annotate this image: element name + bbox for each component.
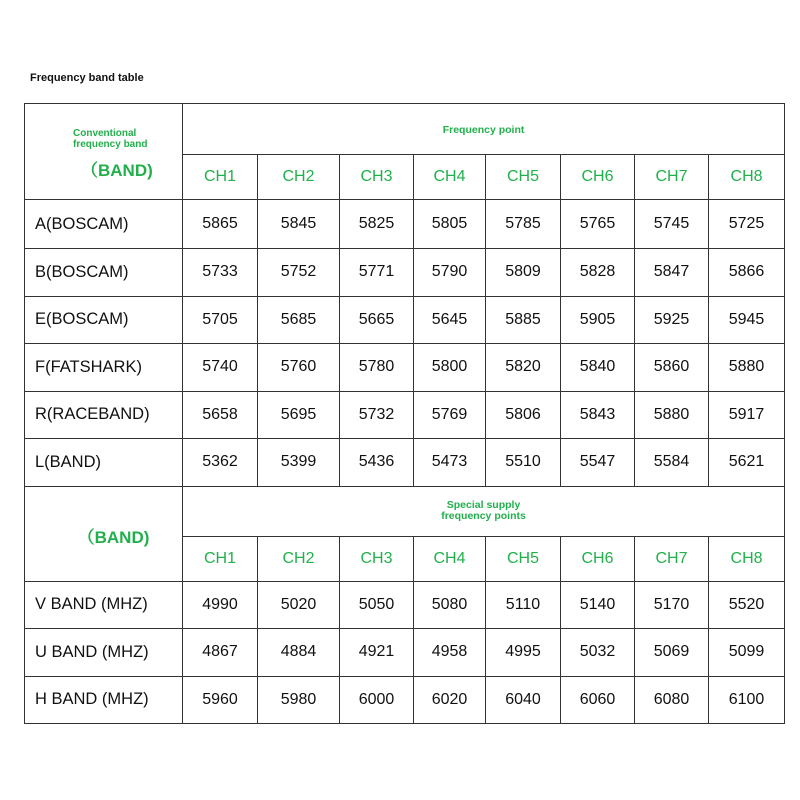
frequency-cell: 6000 xyxy=(340,676,414,724)
frequency-cell: 5732 xyxy=(340,391,414,439)
band-name-cell: V BAND (MHZ) xyxy=(25,581,183,629)
frequency-cell: 5695 xyxy=(258,391,340,439)
frequency-cell: 6060 xyxy=(561,676,635,724)
frequency-cell: 5740 xyxy=(183,344,258,392)
frequency-cell: 6040 xyxy=(486,676,561,724)
frequency-cell: 5099 xyxy=(709,629,785,677)
conventional-band-corner xyxy=(25,104,183,200)
frequency-cell: 5806 xyxy=(486,391,561,439)
frequency-cell: 5880 xyxy=(635,391,709,439)
frequency-cell: 6100 xyxy=(709,676,785,724)
frequency-cell: 5805 xyxy=(414,200,486,249)
frequency-cell: 5685 xyxy=(258,296,340,344)
special-channel-header-4: CH4 xyxy=(414,536,486,581)
frequency-cell: 5885 xyxy=(486,296,561,344)
frequency-cell: 5547 xyxy=(561,439,635,487)
frequency-cell: 5510 xyxy=(486,439,561,487)
frequency-cell: 5865 xyxy=(183,200,258,249)
special-channel-header-3: CH3 xyxy=(340,536,414,581)
band-name-cell: F(FATSHARK) xyxy=(25,344,183,392)
frequency-cell: 5399 xyxy=(258,439,340,487)
frequency-cell: 5705 xyxy=(183,296,258,344)
band-name-cell: A(BOSCAM) xyxy=(25,200,183,249)
frequency-cell: 5847 xyxy=(635,249,709,297)
table-row xyxy=(25,439,785,487)
channel-header-3: CH3 xyxy=(340,155,414,200)
frequency-band-table xyxy=(24,103,785,724)
frequency-cell: 5843 xyxy=(561,391,635,439)
band-name-cell: E(BOSCAM) xyxy=(25,296,183,344)
frequency-cell: 5820 xyxy=(486,344,561,392)
frequency-cell: 5752 xyxy=(258,249,340,297)
special-channel-header-8: CH8 xyxy=(709,536,785,581)
frequency-cell: 5905 xyxy=(561,296,635,344)
special-channel-header-7: CH7 xyxy=(635,536,709,581)
frequency-cell: 5780 xyxy=(340,344,414,392)
frequency-cell: 5436 xyxy=(340,439,414,487)
frequency-cell: 5945 xyxy=(709,296,785,344)
band-name-cell: R(RACEBAND) xyxy=(25,391,183,439)
frequency-cell: 5032 xyxy=(561,629,635,677)
frequency-cell: 4867 xyxy=(183,629,258,677)
frequency-cell: 5473 xyxy=(414,439,486,487)
special-band-corner xyxy=(25,486,183,581)
channel-header-2: CH2 xyxy=(258,155,340,200)
table-row xyxy=(25,581,785,629)
special-corner-band-label: （BAND) xyxy=(77,528,150,547)
frequency-cell: 5733 xyxy=(183,249,258,297)
frequency-cell: 5917 xyxy=(709,391,785,439)
frequency-cell: 5725 xyxy=(709,200,785,249)
frequency-cell: 5980 xyxy=(258,676,340,724)
frequency-cell: 6080 xyxy=(635,676,709,724)
special-channel-header-5: CH5 xyxy=(486,536,561,581)
frequency-cell: 4990 xyxy=(183,581,258,629)
frequency-point-title: Frequency point xyxy=(442,124,525,136)
frequency-cell: 5769 xyxy=(414,391,486,439)
channel-header-4: CH4 xyxy=(414,155,486,200)
frequency-cell: 4995 xyxy=(486,629,561,677)
frequency-cell: 5771 xyxy=(340,249,414,297)
frequency-cell: 5584 xyxy=(635,439,709,487)
frequency-point-header xyxy=(183,104,785,155)
frequency-cell: 5520 xyxy=(709,581,785,629)
table-row xyxy=(25,200,785,249)
band-name-cell: L(BAND) xyxy=(25,439,183,487)
frequency-cell: 5069 xyxy=(635,629,709,677)
frequency-cell: 5866 xyxy=(709,249,785,297)
band-name-cell: H BAND (MHZ) xyxy=(25,676,183,724)
table-row xyxy=(25,629,785,677)
channel-header-7: CH7 xyxy=(635,155,709,200)
channel-header-8: CH8 xyxy=(709,155,785,200)
channel-header-1: CH1 xyxy=(183,155,258,200)
frequency-cell: 5645 xyxy=(414,296,486,344)
frequency-cell: 5845 xyxy=(258,200,340,249)
frequency-cell: 6020 xyxy=(414,676,486,724)
frequency-cell: 5840 xyxy=(561,344,635,392)
table-row xyxy=(25,344,785,392)
band-name-cell: U BAND (MHZ) xyxy=(25,629,183,677)
frequency-cell: 5745 xyxy=(635,200,709,249)
frequency-cell: 4921 xyxy=(340,629,414,677)
frequency-cell: 5760 xyxy=(258,344,340,392)
frequency-cell: 5960 xyxy=(183,676,258,724)
special-channel-header-6: CH6 xyxy=(561,536,635,581)
frequency-cell: 5860 xyxy=(635,344,709,392)
frequency-cell: 5050 xyxy=(340,581,414,629)
frequency-cell: 5800 xyxy=(414,344,486,392)
frequency-cell: 4958 xyxy=(414,629,486,677)
corner-band-label: （BAND) xyxy=(81,161,153,180)
band-name-cell: B(BOSCAM) xyxy=(25,249,183,297)
frequency-cell: 5809 xyxy=(486,249,561,297)
corner-label-line1: Conventional xyxy=(73,128,137,139)
channel-header-6: CH6 xyxy=(561,155,635,200)
page-title: Frequency band table xyxy=(30,72,144,84)
frequency-cell: 5140 xyxy=(561,581,635,629)
frequency-cell: 5828 xyxy=(561,249,635,297)
corner-label-line2: frequency band xyxy=(73,139,148,150)
special-header-line1: Special supply xyxy=(446,499,521,511)
frequency-cell: 5020 xyxy=(258,581,340,629)
frequency-cell: 5825 xyxy=(340,200,414,249)
special-header-line2: frequency points xyxy=(441,510,526,522)
frequency-cell: 4884 xyxy=(258,629,340,677)
special-channel-header-2: CH2 xyxy=(258,536,340,581)
frequency-cell: 5765 xyxy=(561,200,635,249)
channel-header-5: CH5 xyxy=(486,155,561,200)
frequency-cell: 5080 xyxy=(414,581,486,629)
frequency-cell: 5925 xyxy=(635,296,709,344)
frequency-cell: 5362 xyxy=(183,439,258,487)
frequency-cell: 5621 xyxy=(709,439,785,487)
frequency-cell: 5170 xyxy=(635,581,709,629)
frequency-cell: 5790 xyxy=(414,249,486,297)
special-channel-header-1: CH1 xyxy=(183,536,258,581)
frequency-cell: 5785 xyxy=(486,200,561,249)
table-row xyxy=(25,676,785,724)
frequency-cell: 5110 xyxy=(486,581,561,629)
frequency-cell: 5658 xyxy=(183,391,258,439)
table-row xyxy=(25,249,785,297)
frequency-cell: 5665 xyxy=(340,296,414,344)
table-row xyxy=(25,391,785,439)
special-frequency-header xyxy=(183,486,785,536)
table-row xyxy=(25,296,785,344)
frequency-cell: 5880 xyxy=(709,344,785,392)
